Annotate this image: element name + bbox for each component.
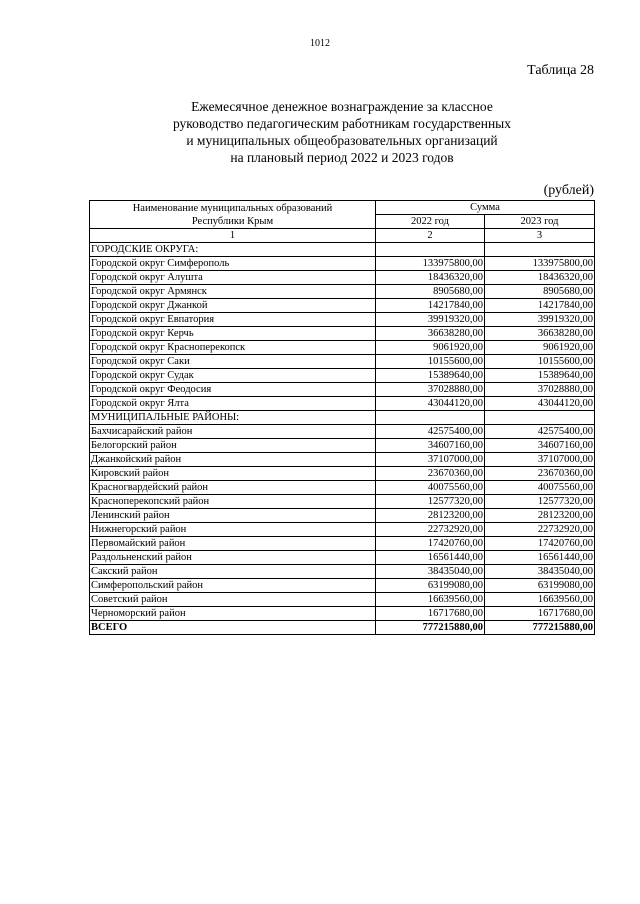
value-2023: 8905680,00 <box>485 285 595 299</box>
value-2023: 37107000,00 <box>485 453 595 467</box>
column-number: 3 <box>485 229 595 243</box>
section-label: МУНИЦИПАЛЬНЫЕ РАЙОНЫ: <box>90 411 376 425</box>
value-2023: 23670360,00 <box>485 467 595 481</box>
table-row <box>90 285 595 299</box>
value-2023: 42575400,00 <box>485 425 595 439</box>
value-2022: 17420760,00 <box>376 537 485 551</box>
empty-cell <box>376 243 485 257</box>
header-name-cell <box>90 201 376 229</box>
row-name: Городской округ Алушта <box>90 271 376 285</box>
title-line: и муниципальных общеобразовательных организаций <box>186 133 498 148</box>
row-name: Джанкойский район <box>90 453 376 467</box>
table-row <box>90 383 595 397</box>
value-2023: 63199080,00 <box>485 579 595 593</box>
row-name: Городской округ Симферополь <box>90 257 376 271</box>
table-row <box>90 257 595 271</box>
value-2023: 16561440,00 <box>485 551 595 565</box>
value-2022: 10155600,00 <box>376 355 485 369</box>
value-2022: 16717680,00 <box>376 607 485 621</box>
table-row <box>90 523 595 537</box>
page-number: 1012 <box>310 38 330 49</box>
table-row <box>90 327 595 341</box>
value-2023: 15389640,00 <box>485 369 595 383</box>
table-row <box>90 453 595 467</box>
table-label: Таблица 28 <box>527 63 594 78</box>
row-name: Красноперекопский район <box>90 495 376 509</box>
value-2022: 9061920,00 <box>376 341 485 355</box>
empty-cell <box>376 411 485 425</box>
column-number-row <box>90 229 595 243</box>
row-name: ВСЕГО <box>90 621 376 635</box>
table-row <box>90 495 595 509</box>
row-name: Городской округ Джанкой <box>90 299 376 313</box>
value-2022: 18436320,00 <box>376 271 485 285</box>
row-name: Городской округ Саки <box>90 355 376 369</box>
table-row <box>90 439 595 453</box>
value-2022: 23670360,00 <box>376 467 485 481</box>
table-row <box>90 565 595 579</box>
header-row <box>90 201 595 215</box>
total-row <box>90 621 595 635</box>
row-name: Симферопольский район <box>90 579 376 593</box>
row-name: Черноморский район <box>90 607 376 621</box>
row-name: Первомайский район <box>90 537 376 551</box>
row-name: Городской округ Евпатория <box>90 313 376 327</box>
value-2023: 10155600,00 <box>485 355 595 369</box>
value-2023: 37028880,00 <box>485 383 595 397</box>
row-name: Городской округ Судак <box>90 369 376 383</box>
value-2023: 16639560,00 <box>485 593 595 607</box>
header-name-line: Наименование муниципальных образований <box>132 202 333 214</box>
value-2023: 28123200,00 <box>485 509 595 523</box>
row-name: Белогорский район <box>90 439 376 453</box>
section-label: ГОРОДСКИЕ ОКРУГА: <box>90 243 376 257</box>
row-name: Городской округ Феодосия <box>90 383 376 397</box>
value-2022: 14217840,00 <box>376 299 485 313</box>
title-line: Ежемесячное денежное вознаграждение за классное <box>191 99 493 114</box>
row-name: Сакский район <box>90 565 376 579</box>
value-2023: 133975800,00 <box>485 257 595 271</box>
value-2023: 34607160,00 <box>485 439 595 453</box>
title-line: на плановый период 2022 и 2023 годов <box>230 150 454 165</box>
row-name: Кировский район <box>90 467 376 481</box>
table-row <box>90 551 595 565</box>
table-row <box>90 271 595 285</box>
row-name: Бахчисарайский район <box>90 425 376 439</box>
value-2022: 15389640,00 <box>376 369 485 383</box>
row-name: Городской округ Ялта <box>90 397 376 411</box>
table-row <box>90 369 595 383</box>
value-2023: 18436320,00 <box>485 271 595 285</box>
value-2023: 38435040,00 <box>485 565 595 579</box>
row-name: Городской округ Красноперекопск <box>90 341 376 355</box>
data-table <box>89 200 595 635</box>
value-2022: 37107000,00 <box>376 453 485 467</box>
row-name: Городской округ Керчь <box>90 327 376 341</box>
value-2023: 14217840,00 <box>485 299 595 313</box>
table-row <box>90 509 595 523</box>
value-2022: 43044120,00 <box>376 397 485 411</box>
table-row <box>90 593 595 607</box>
section-row-city <box>90 243 595 257</box>
table-row <box>90 299 595 313</box>
table-row <box>90 397 595 411</box>
value-2022: 63199080,00 <box>376 579 485 593</box>
empty-cell <box>485 411 595 425</box>
row-name: Красногвардейский район <box>90 481 376 495</box>
value-2023: 17420760,00 <box>485 537 595 551</box>
value-2023: 22732920,00 <box>485 523 595 537</box>
table-row <box>90 313 595 327</box>
row-name: Городской округ Армянск <box>90 285 376 299</box>
row-name: Ленинский район <box>90 509 376 523</box>
value-2022: 40075560,00 <box>376 481 485 495</box>
value-2022: 16639560,00 <box>376 593 485 607</box>
row-name: Советский район <box>90 593 376 607</box>
header-year-2022: 2022 год <box>376 215 485 229</box>
value-2023: 39919320,00 <box>485 313 595 327</box>
value-2022: 133975800,00 <box>376 257 485 271</box>
table-row <box>90 425 595 439</box>
units-label: (рублей) <box>543 183 594 198</box>
value-2023: 40075560,00 <box>485 481 595 495</box>
row-name: Раздольненский район <box>90 551 376 565</box>
value-2023: 36638280,00 <box>485 327 595 341</box>
header-name-line: Республики Крым <box>191 215 274 227</box>
value-2022: 39919320,00 <box>376 313 485 327</box>
table-row <box>90 579 595 593</box>
value-2022: 8905680,00 <box>376 285 485 299</box>
table-row <box>90 607 595 621</box>
section-row-district <box>90 411 595 425</box>
header-year-2023: 2023 год <box>485 215 595 229</box>
empty-cell <box>485 243 595 257</box>
value-2022: 16561440,00 <box>376 551 485 565</box>
title-line: руководство педагогическим работникам государственных <box>172 116 512 131</box>
table-row <box>90 467 595 481</box>
value-2023: 777215880,00 <box>485 621 595 635</box>
column-number: 2 <box>376 229 485 243</box>
table-row <box>90 341 595 355</box>
header-sum-cell: Сумма <box>376 201 595 215</box>
value-2022: 34607160,00 <box>376 439 485 453</box>
column-number: 1 <box>90 229 376 243</box>
table-row <box>90 481 595 495</box>
table-row <box>90 355 595 369</box>
value-2022: 777215880,00 <box>376 621 485 635</box>
value-2023: 9061920,00 <box>485 341 595 355</box>
value-2022: 38435040,00 <box>376 565 485 579</box>
document-title <box>90 98 594 166</box>
value-2022: 12577320,00 <box>376 495 485 509</box>
table-row <box>90 537 595 551</box>
value-2022: 22732920,00 <box>376 523 485 537</box>
value-2022: 36638280,00 <box>376 327 485 341</box>
value-2023: 12577320,00 <box>485 495 595 509</box>
value-2023: 16717680,00 <box>485 607 595 621</box>
value-2023: 43044120,00 <box>485 397 595 411</box>
value-2022: 42575400,00 <box>376 425 485 439</box>
row-name: Нижнегорский район <box>90 523 376 537</box>
value-2022: 28123200,00 <box>376 509 485 523</box>
value-2022: 37028880,00 <box>376 383 485 397</box>
